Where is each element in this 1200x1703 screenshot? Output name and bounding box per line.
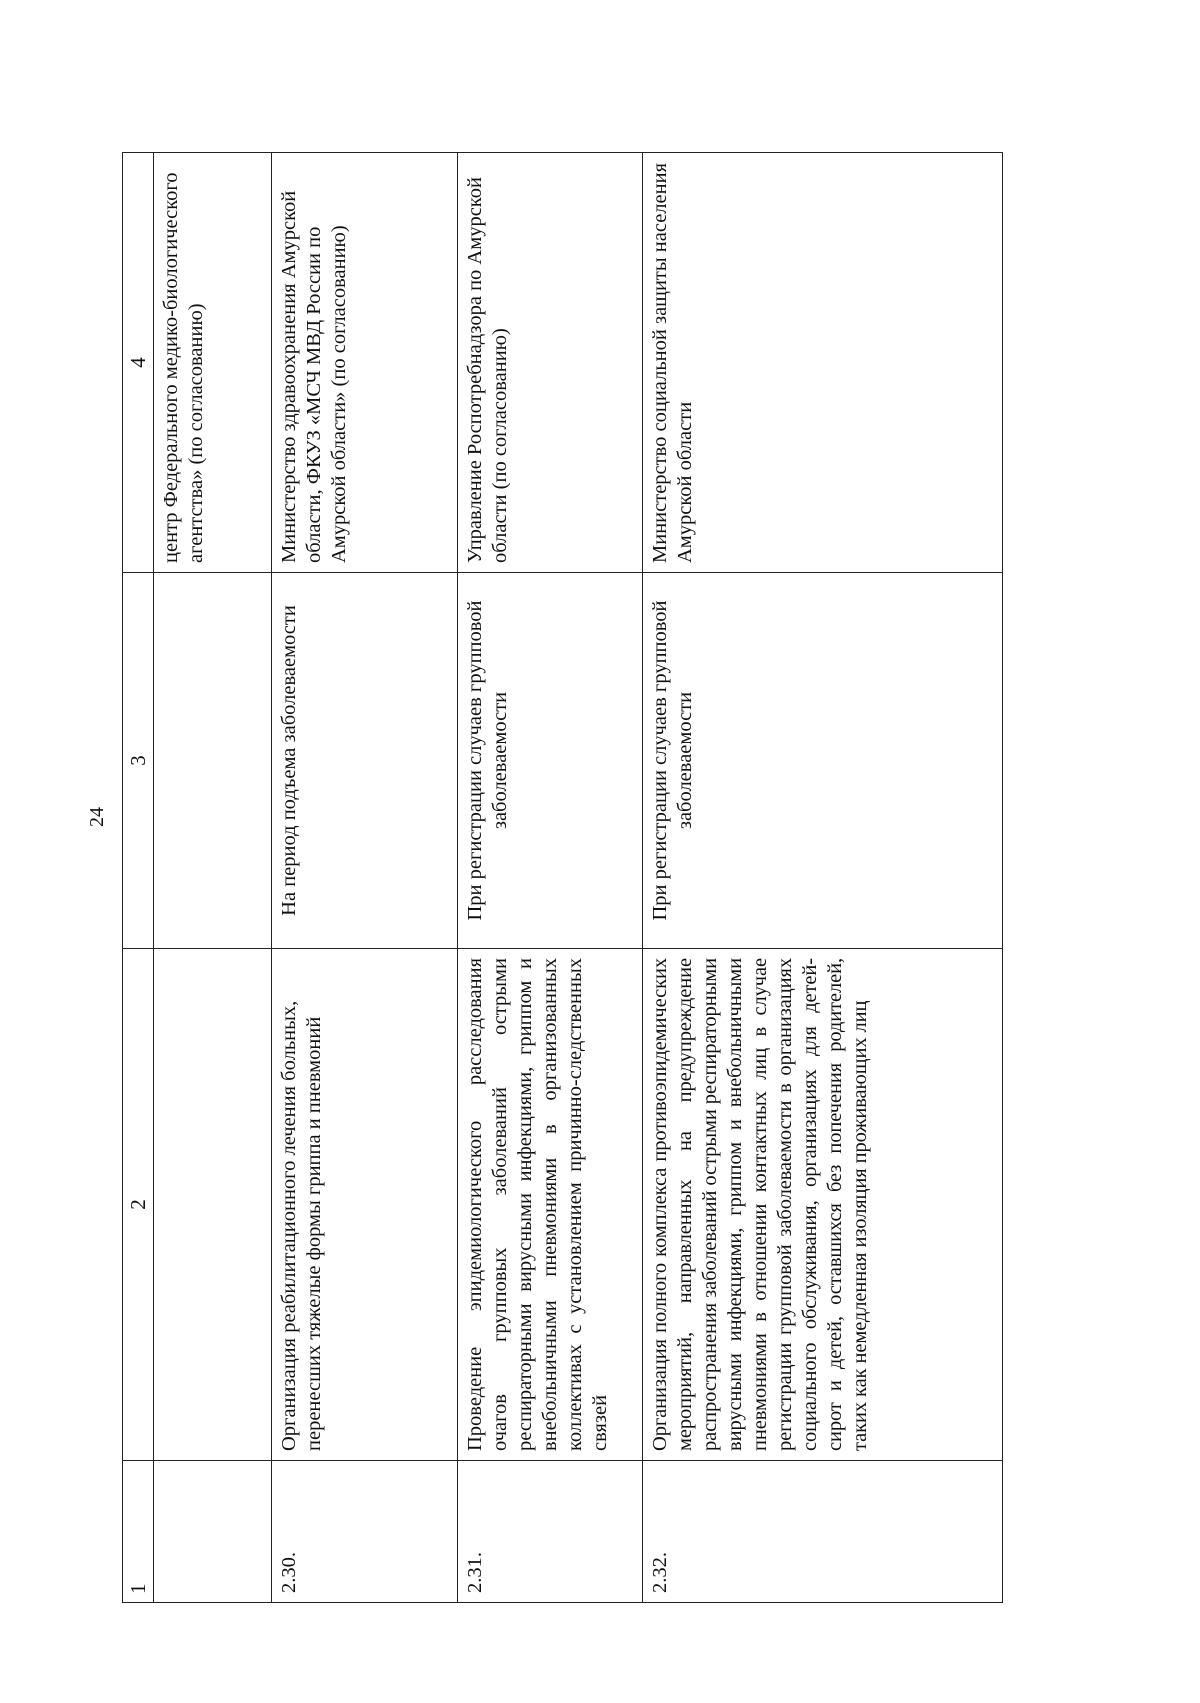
header-cell-1: 1 [123, 1461, 154, 1603]
table-row [643, 153, 1003, 1603]
header-cell-2: 2 [123, 949, 154, 1461]
table-row [154, 153, 272, 1603]
header-cell-4: 4 [123, 153, 154, 573]
row-number-cell: 2.32. [643, 1461, 1003, 1603]
header-cell-3: 3 [123, 573, 154, 949]
table-row [458, 153, 643, 1603]
page-number: 24 [86, 807, 108, 827]
executor-cell: Управление Роспотребнадзора по Амурской области (по согласованию) [458, 153, 643, 573]
row-number-cell: 2.30. [272, 1461, 458, 1603]
row-number-cell: 2.31. [458, 1461, 643, 1603]
period-cell [154, 573, 272, 949]
row-number-cell [154, 1461, 272, 1603]
measure-cell: Проведение эпидемиологического расследования очагов групповых заболеваний острыми респираторными вирусными инфекциями, гриппом и внебольничными пневмониями в организованных коллективах с установлением причинно-следственных связей [458, 949, 643, 1461]
measures-table [122, 152, 1003, 1603]
table-row [272, 153, 458, 1603]
table-header-row [123, 153, 154, 1603]
measure-cell [154, 949, 272, 1461]
period-cell: На период подъема заболеваемости [272, 573, 458, 949]
period-cell: При регистрации случаев групповой заболеваемости [643, 573, 1003, 949]
period-cell: При регистрации случаев групповой заболеваемости [458, 573, 643, 949]
measure-cell: Организация реабилитационного лечения больных, перенесших тяжелые формы гриппа и пневмоний [272, 949, 458, 1461]
measure-cell: Организация полного комплекса противоэпидемических мероприятий, направленных на предупреждение распространения заболеваний острыми респираторными вирусными инфекциями, гриппом и внебольничными пневмониями в отношении контактных лиц в случае регистрации групповой заболеваемости в организациях социального обслуживания, организациях для детей-сирот и детей, оставшихся без попечения родителей, таких как немедленная изоляция проживающих лиц [643, 949, 1003, 1461]
executor-cell: Министерство здравоохранения Амурской области, ФКУЗ «МСЧ МВД России по Амурской области» (по согласованию) [272, 153, 458, 573]
rotated-content [122, 153, 1002, 1603]
executor-cell: центр Федерального медико-биологического агентства» (по согласованию) [154, 153, 272, 573]
executor-cell: Министерство социальной защиты населения Амурской области [643, 153, 1003, 573]
rotated-table-container [122, 153, 1002, 1603]
